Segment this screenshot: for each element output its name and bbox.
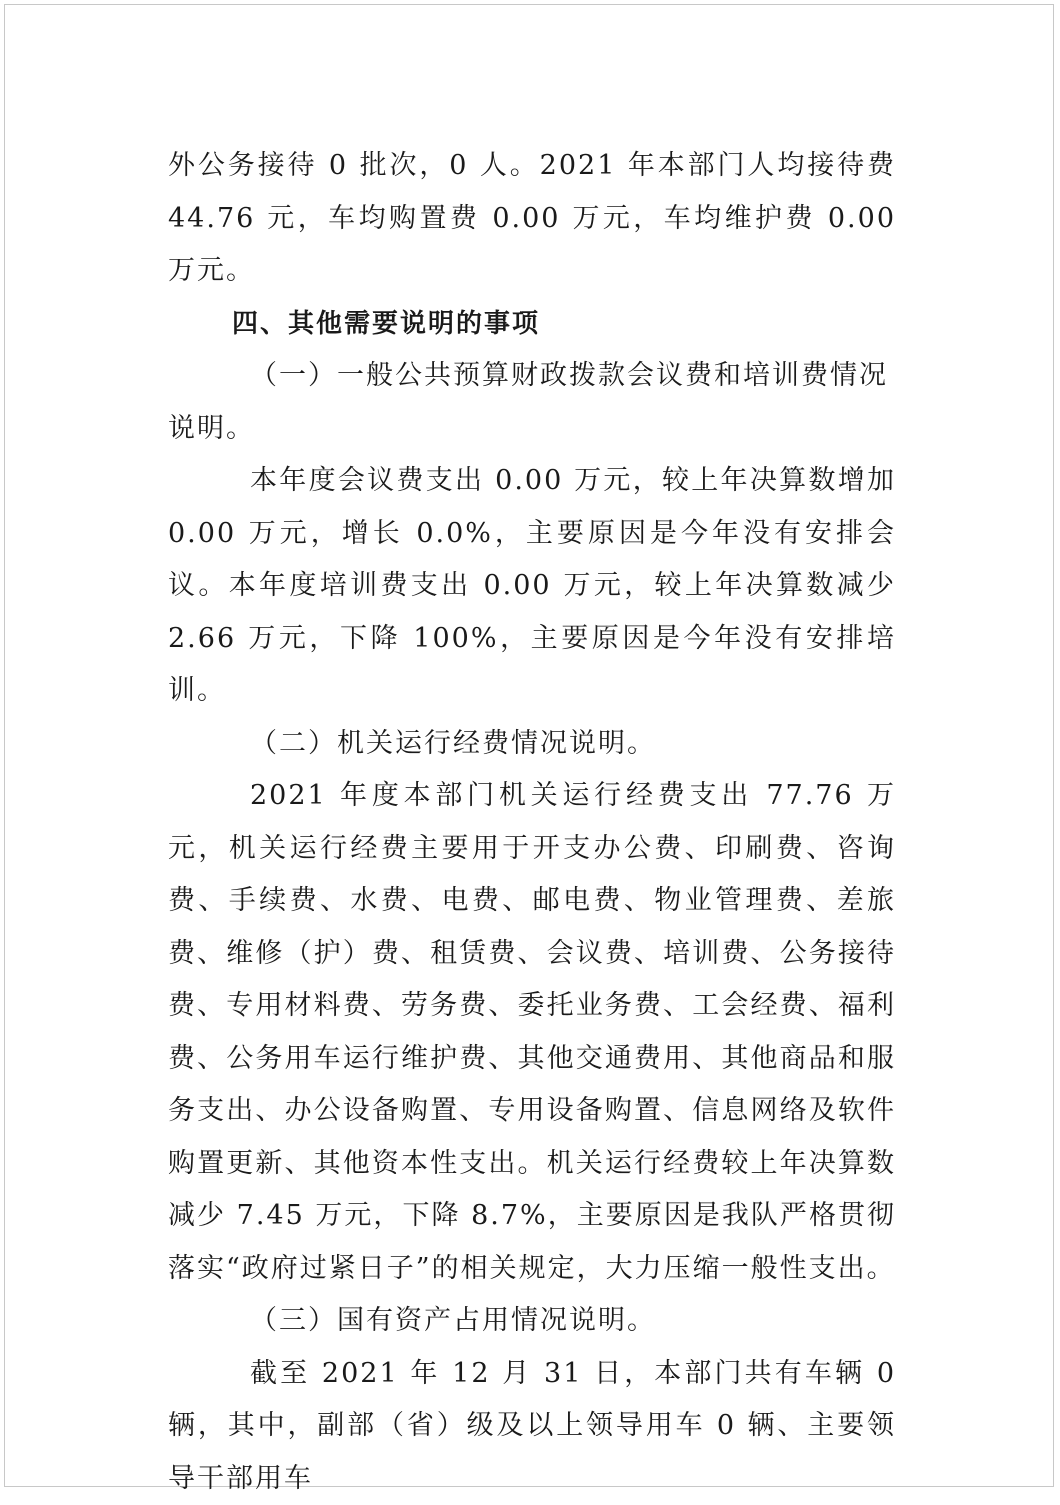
subsection-heading-operating-funds: （二）机关运行经费情况说明。 [168,718,896,771]
subsection-heading-state-assets: （三）国有资产占用情况说明。 [168,1295,896,1348]
section-heading-other-matters: 四、其他需要说明的事项 [168,298,896,351]
paragraph-operating-funds: 2021 年度本部门机关运行经费支出 77.76 万元，机关运行经费主要用于开支办公费、印刷费、咨询费、手续费、水费、电费、邮电费、物业管理费、差旅费、维修（护）费、租赁费、会议费、培训费、公务接待费、专用材料费、劳务费、委托业务费、工会经费、福利费、公务用车运行维护费、其他交通费用、其他商品和服务支出、办公设备购置、专用设备购置、信息网络及软件购置更新、其他资本性支出。机关运行经费较上年决算数减少 7.45 万元，下降 8.7%，主要原因是我队严格贯彻落实“政府过紧日子”的相关规定，大力压缩一般性支出。 [168,770,896,1295]
paragraph-state-assets: 截至 2021 年 12 月 31 日，本部门共有车辆 0 辆，其中，副部（省）级及以上领导用车 0 辆、主要领导干部用车 [168,1348,896,1505]
subsection-heading-meeting-training: （一）一般公共预算财政拨款会议费和培训费情况说明。 [168,350,896,455]
paragraph-meeting-training: 本年度会议费支出 0.00 万元，较上年决算数增加 0.00 万元，增长 0.0%，主要原因是今年没有安排会议。本年度培训费支出 0.00 万元，较上年决算数减少 2.66 万元，下降 100%，主要原因是今年没有安排培训。 [168,455,896,718]
paragraph-reception-costs: 外公务接待 0 批次，0 人。2021 年本部门人均接待费 44.76 元，车均购置费 0.00 万元，车均维护费 0.00 万元。 [168,140,896,298]
document-body [168,140,896,1505]
